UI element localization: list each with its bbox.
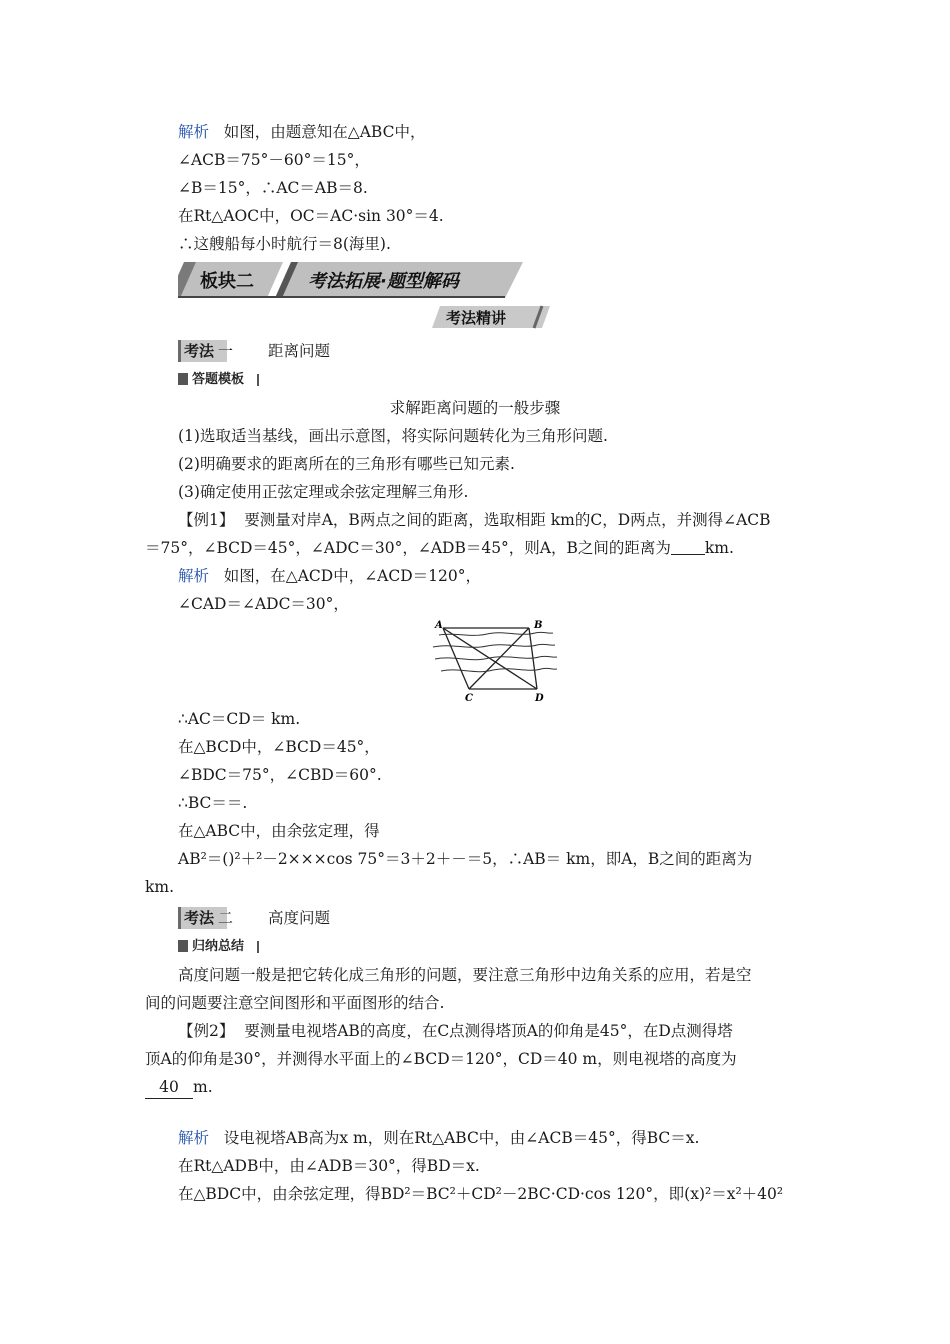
solution-1b-line-7: 在△ABC中，由余弦定理，得 [178, 822, 380, 840]
summary-line-2: 间的问题要注意空间图形和平面图形的结合. [145, 994, 445, 1012]
section-banner [178, 262, 523, 298]
method-title: 距离问题 [268, 342, 331, 360]
solution-1b-line-2: ∠CAD＝∠ADC＝30°， [178, 595, 349, 613]
solution-2-line-3: 在△BDC中，由余弦定理，得BD²＝BC²＋CD²－2BC·CD·cos 120°，即(x)²＝x²＋40² [178, 1185, 784, 1203]
answer-value: 40 [145, 1076, 193, 1099]
solution-1b-line-5: ∠BDC＝75°，∠CBD＝60°. [178, 766, 382, 784]
example-1-line-2: ＝75°，∠BCD＝45°，∠ADC＝30°，∠ADB＝45°，则A，B之间的距离为 km. [145, 539, 734, 557]
solution-1b-line-9: km. [145, 878, 175, 896]
figure-label-d: D [535, 693, 544, 704]
template-label: 答题模板 [178, 371, 278, 389]
method-title: 高度问题 [268, 909, 331, 927]
method-tag-label: 考法 [184, 909, 215, 927]
step-1: (1)选取适当基线，画出示意图，将实际问题转化为三角形问题. [178, 427, 608, 445]
method-tag-label: 考法 [184, 342, 215, 360]
example-label: 【例2】 [178, 1022, 235, 1040]
solution-line-4: 在Rt△AOC中，OC＝AC·sin 30°＝4. [178, 207, 444, 225]
method-tag-number: 二 [218, 909, 234, 927]
method-tag-1 [178, 340, 478, 364]
solution-1b-line-1: 解析 如图，在△ACD中，∠ACD＝120°， [178, 567, 482, 585]
example-2-line-1: 【例2】 要测量电视塔AB的高度，在C点测得塔顶A的仰角是45°，在D点测得塔 [178, 1022, 733, 1040]
solution-label: 解析 [178, 123, 210, 141]
summary-line-1: 高度问题一般是把它转化成三角形的问题，要注意三角形中边角关系的应用，若是空 [178, 966, 752, 984]
step-3: (3)确定使用正弦定理或余弦定理解三角形. [178, 483, 469, 501]
example-1-line-1: 【例1】 要测量对岸A，B两点之间的距离，选取相距 km的C，D两点，并测得∠ACB [178, 511, 771, 529]
summary-label: 归纳总结 [178, 938, 278, 956]
example-label: 【例1】 [178, 511, 235, 529]
solution-line-2: ∠ACB＝75°－60°＝15°， [178, 151, 370, 169]
step-2: (2)明确要求的距离所在的三角形有哪些已知元素. [178, 455, 515, 473]
banner-title: 考法拓展·题型解码 [308, 271, 459, 292]
banner-part: 板块二 [200, 271, 254, 292]
sub-banner [432, 304, 550, 330]
method-tag-2 [178, 907, 478, 931]
solution-1b-line-6: ∴BC＝＝. [178, 794, 248, 812]
solution-line-5: ∴这艘船每小时航行＝8(海里). [178, 235, 391, 253]
answer-blank [671, 539, 705, 555]
solution-1b-line-8: AB²＝()²＋²－2×××cos 75°＝3＋2＋－＝5，∴AB＝ km，即A，B之间的距离为 [178, 850, 753, 868]
solution-line-3: ∠B＝15°，∴AC＝AB＝8. [178, 179, 368, 197]
solution-2-line-1: 解析 设电视塔AB高为x m，则在Rt△ABC中，由∠ACB＝45°，得BC＝x. [178, 1129, 700, 1147]
example-2-answer-line [145, 1076, 213, 1099]
solution-1b-line-4: 在△BCD中，∠BCD＝45°， [178, 738, 380, 756]
figure-label-c: C [465, 693, 473, 704]
solution-1b-line-3: ∴AC＝CD＝ km. [178, 710, 301, 728]
answer-unit: m. [193, 1078, 213, 1096]
method-tag-number: 一 [218, 342, 234, 360]
example-2-line-2: 顶A的仰角是30°，并测得水平面上的∠BCD＝120°，CD＝40 m，则电视塔的高度为 [145, 1050, 737, 1068]
distance-figure [425, 613, 560, 706]
solution-line-1: 解析 如图，由题意知在△ABC中， [178, 123, 426, 141]
steps-heading: 求解距离问题的一般步骤 [389, 399, 561, 417]
figure-label-b: B [534, 620, 543, 631]
figure-label-a: A [435, 620, 443, 631]
solution-label: 解析 [178, 567, 210, 585]
sub-banner-title: 考法精讲 [446, 309, 507, 327]
solution-2-line-2: 在Rt△ADB中，由∠ADB＝30°，得BD＝x. [178, 1157, 480, 1175]
solution-label: 解析 [178, 1129, 210, 1147]
